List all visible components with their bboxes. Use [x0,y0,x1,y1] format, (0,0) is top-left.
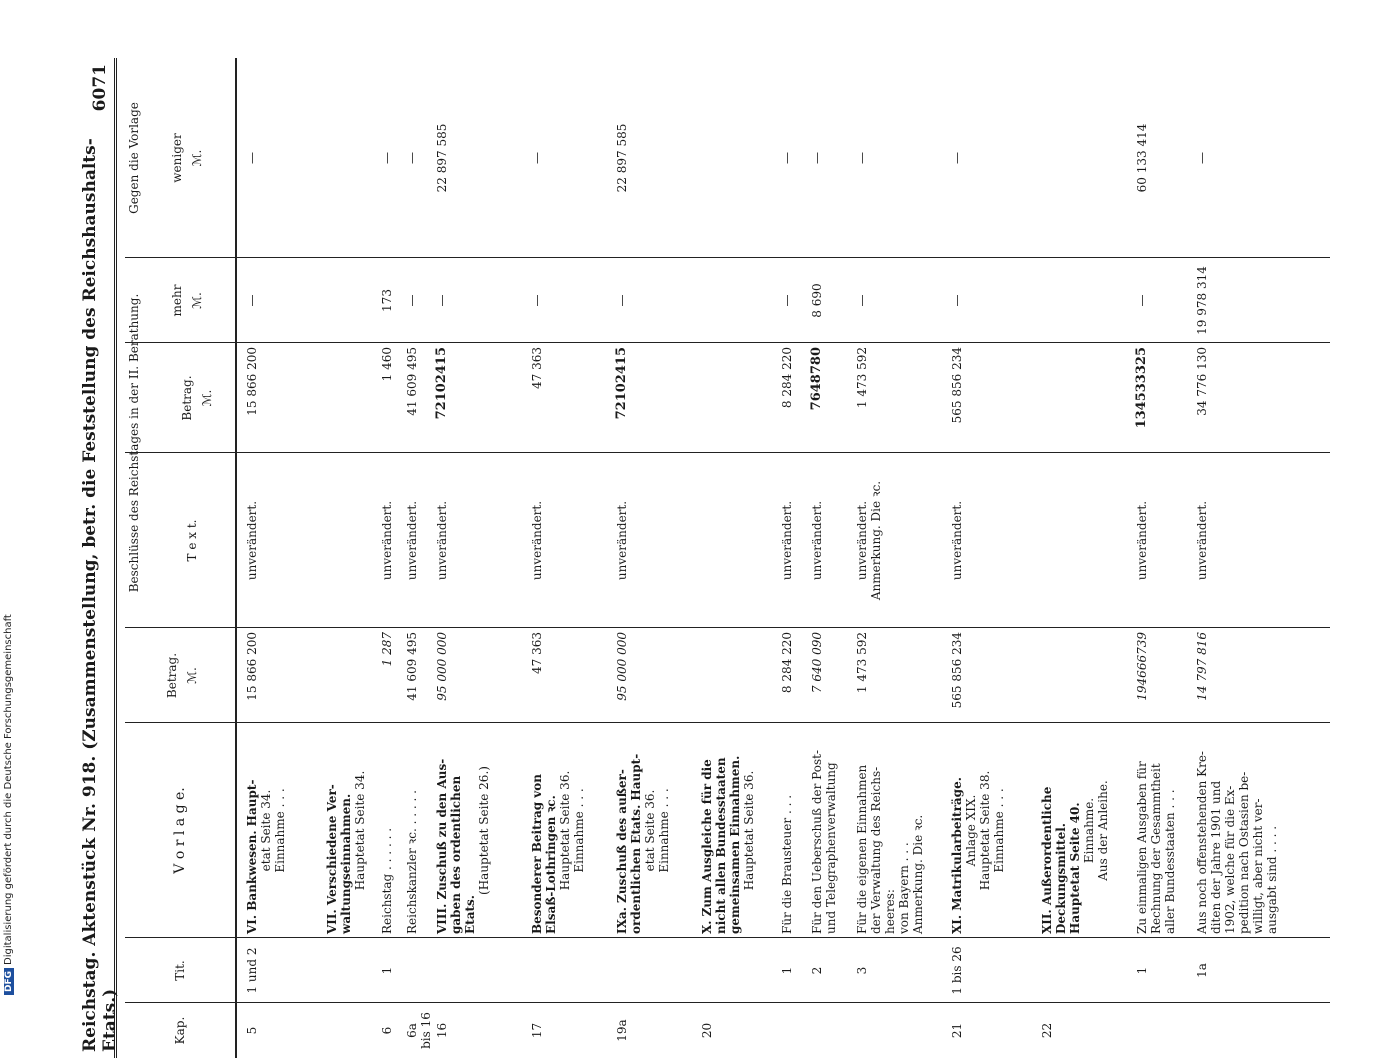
column-rule [125,722,1330,723]
table-cell-kap: 6a bis 16 [405,1012,433,1049]
table-cell-weniger: — [530,152,544,164]
table-cell-betrag: 14 797 816 [1195,632,1209,701]
vorlage-line: (Hauptetat Seite 26.) [477,766,491,895]
header-text: T e x t. [185,519,199,562]
table-cell-tit: 1a [1195,963,1209,978]
header-kap: Kap. [173,1016,187,1045]
table-cell-text: unverändert. [780,500,794,581]
table-cell-tit: 1 [1135,966,1149,975]
vorlage-line: nicht allen Bundesstaaten [714,757,728,934]
table-cell-mehr: — [615,294,629,307]
table-cell-vorlage: Aus noch offenstehenden Kre- diten der Jahre 1901 und 1902, welche für die Ex- pedition nach Ostasien be- willigt, aber nicht ver- ausgabt sind . . . . [1195,751,1279,934]
table-cell-text: unverändert. [1195,500,1209,581]
table-cell-vorlage: Zu einmaligen Ausgaben für Rechnung der Gesammtheit aller Bundesstaaten . . . [1135,761,1177,934]
vorlage-line: X. Zum Ausgleiche für die [700,759,714,934]
table-cell-weniger: 22 897 585 [435,123,449,193]
table-cell-mehr: — [405,294,419,307]
table-cell-tit: 3 [855,966,869,975]
table-cell-betrag: 565 856 234 [950,632,964,709]
table-cell-mehr: 173 [380,289,394,312]
table-cell-text: unverändert. [810,500,824,581]
table-cell-weniger: — [780,152,794,164]
table-cell-vorlage [700,727,756,934]
table-cell-betrag: 8 284 220 [780,632,794,694]
vorlage-line: etat Seite 36. [643,789,657,872]
table-cell-kap: 19a [615,1019,629,1042]
funding-note-text: Digitalisierung gefördert durch die Deutsche Forschungsgemeinschaft [3,614,14,965]
table-cell-text: unverändert. [435,500,449,581]
table-cell-mehr: — [1135,294,1149,307]
table-cell-mehr: — [855,294,869,307]
table-cell-vorlage: Für die Brausteuer . . . [780,794,794,934]
table-cell-vorlage: Reichskanzler ꝛc. . . . . . [405,790,419,934]
table-cell-text: unverändert. Anmerkung. Die ꝛc. [855,480,883,601]
table-cell-betrag2: 72102415 [434,347,449,420]
vorlage-line: Einnahme . . . [572,788,586,873]
vorlage-line: Hauptetat Seite 36. [558,770,572,891]
header-betrag2: Betrag. [180,375,194,421]
vorlage-line: etat Seite 34. [259,789,273,872]
table-cell-betrag: 194666739 [1135,632,1149,701]
header-betrag: Betrag. [165,652,179,699]
table-cell-text: unverändert. [405,500,419,581]
vorlage-line: Etats. [463,895,477,934]
table-cell-vorlage: Für den Ueberschuß der Post- und Telegraphenverwaltung [810,749,838,934]
table-cell-betrag2: 1 460 [380,347,394,382]
table-cell-weniger: — [405,152,419,164]
column-rule [125,937,1330,938]
table-cell-tit: 1 [780,966,794,975]
funding-note [3,614,14,995]
vorlage-line: Einnahme. [1082,797,1096,864]
vorlage-line: Hauptetat Seite 36. [742,770,756,891]
table-cell-text: unverändert. [950,500,964,581]
table-cell-mehr: — [530,294,544,307]
table-cell-betrag: 1 287 [380,632,394,667]
table-cell-vorlage: Für die eigenen Einnahmen der Verwaltung des Reichs- heeres: von Bayern . . . Anmerkung. Die ꝛc. [855,764,925,934]
table-cell-betrag: 95 000 000 [435,632,449,701]
table-cell-betrag2: 41 609 495 [405,347,419,416]
table-cell-weniger: — [855,152,869,164]
header-tit: Tit. [173,960,187,981]
table-cell-betrag: 47 363 [530,632,544,674]
table-cell-betrag2: 1 473 592 [855,347,869,409]
column-rule [125,342,1330,343]
table-cell-mehr: — [950,294,964,307]
vorlage-line: waltungseinnahmen. [339,793,353,934]
table-cell-vorlage [1040,727,1110,934]
header-unit4: ℳ. [190,149,204,167]
vorlage-line: Hauptetat Seite 38. [978,770,992,891]
table-cell-mehr: — [780,294,794,307]
table-cell-text: unverändert. [530,500,544,581]
vorlage-line: Einnahme . . . [273,788,287,873]
vorlage-line: VIII. Zuschuß zu den Aus- [435,758,449,934]
column-rule [125,257,1330,258]
table-cell-betrag2: 47 363 [530,347,544,389]
table-cell-vorlage [950,727,1006,934]
column-rule [125,627,1330,628]
table-cell-betrag2: 8 284 220 [780,347,794,409]
header-unit2: ℳ. [200,389,214,407]
vorlage-line: VI. Bankwesen. Haupt- [245,779,259,934]
table-cell-text: unverändert. [380,500,394,581]
table-cell-kap: 22 [1040,1022,1054,1039]
table-cell-betrag: 41 609 495 [405,632,419,701]
header-gegen: Gegen die Vorlage [127,102,141,214]
table-cell-weniger: 22 897 585 [615,123,629,193]
table-cell-vorlage [325,727,367,934]
table-cell-betrag2: 34 776 130 [1195,347,1209,416]
table-cell-kap: 21 [950,1022,964,1039]
table-cell-text: unverändert. [615,500,629,581]
table-cell-weniger: — [1195,152,1209,164]
table-cell-kap: 20 [700,1022,714,1039]
table-cell-weniger: — [950,152,964,164]
document-page [79,58,1340,1058]
header-weniger: weniger [170,133,184,183]
header-unit: ℳ. [185,667,199,684]
table-cell-betrag2: 7648780 [809,347,824,411]
table-cell-betrag: 1 473 592 [855,632,869,694]
table-cell-weniger: — [245,152,259,164]
table-cell-kap: 16 [435,1022,449,1039]
table-cell-tit: 1 [380,966,394,975]
table-cell-betrag: 15 866 200 [245,632,259,701]
table-cell-betrag: 7 640 090 [810,632,824,694]
vorlage-line: Einnahme . . . [992,788,1006,873]
table-cell-vorlage [245,727,287,934]
page-number: 6071 [89,64,110,112]
vorlage-line: XI. Matrikularbeiträge. [950,777,964,934]
table-cell-vorlage [615,727,671,934]
table-cell-betrag2: 565 856 234 [950,347,964,424]
table-cell-betrag2: 15 866 200 [245,347,259,416]
table-cell-text: unverändert. [245,500,259,581]
table-cell-tit: 1 und 2 [245,947,259,994]
table-cell-tit: 2 [810,966,824,975]
header-unit3: ℳ. [190,292,204,309]
vorlage-line: Besonderer Beitrag von [530,774,544,934]
table-cell-mehr: 8 690 [810,283,824,318]
vorlage-line: Aus der Anleihe. [1096,780,1110,881]
vorlage-line: Deckungsmittel. [1054,823,1068,934]
table-cell-betrag2: 72102415 [614,347,629,420]
table-cell-kap: 6 [380,1026,394,1035]
sidebar [0,0,20,1000]
column-rule [125,1002,1330,1003]
header-beschluesse: Beschlüsse des Reichstages in der II. Berathung. [127,293,141,593]
vorlage-line: gaben des ordentlichen [449,775,463,934]
table-cell-kap: 5 [245,1026,259,1035]
table-cell-tit: 1 bis 26 [950,946,964,995]
table-cell-mehr: — [435,294,449,307]
vorlage-line: Elsaß-Lothringen ꝛc. [544,795,558,934]
table-cell-weniger: — [380,152,394,164]
table-cell-weniger: 60 133 414 [1135,123,1149,193]
vorlage-line: Anlage XIX. [964,794,978,867]
page-title-text: Reichstag. Aktenstück Nr. 918. (Zusammenstellung, betr. die Feststellung des Reichshaushalts-Etats.) [79,138,120,1052]
vorlage-line: XII. Außerordentliche [1040,786,1054,934]
table-cell-vorlage: Reichstag . . . . . . [380,827,394,934]
vorlage-line: IXa. Zuschuß des außer- [615,769,629,934]
table-cell-vorlage [530,727,586,934]
header-vorlage: V o r l a g e. [172,787,188,874]
table-cell-betrag: 95 000 000 [615,632,629,701]
header-rule [235,58,237,1058]
vorlage-line: VII. Verschiedene Ver- [325,784,339,934]
vorlage-line: Einnahme . . . [657,788,671,873]
table-cell-betrag2: 134533325 [1134,347,1149,429]
table-cell-kap: 17 [530,1022,544,1039]
dfg-logo: DFG [4,968,14,995]
table-cell-mehr: 19 978 314 [1195,266,1209,335]
header-mehr: mehr [170,284,184,317]
vorlage-line: Hauptetat Seite 40. [1068,802,1082,934]
page-title [79,58,120,1058]
vorlage-line: Hauptetat Seite 34. [353,770,367,891]
table-cell-mehr: — [245,294,259,307]
vorlage-line: gemeinsamen Einnahmen. [728,755,742,934]
column-rule [125,452,1330,453]
table-cell-weniger: — [810,152,824,164]
vorlage-line: ordentlichen Etats. Haupt- [629,753,643,934]
table-cell-vorlage [435,727,491,934]
table-cell-text: unverändert. [1135,500,1149,581]
